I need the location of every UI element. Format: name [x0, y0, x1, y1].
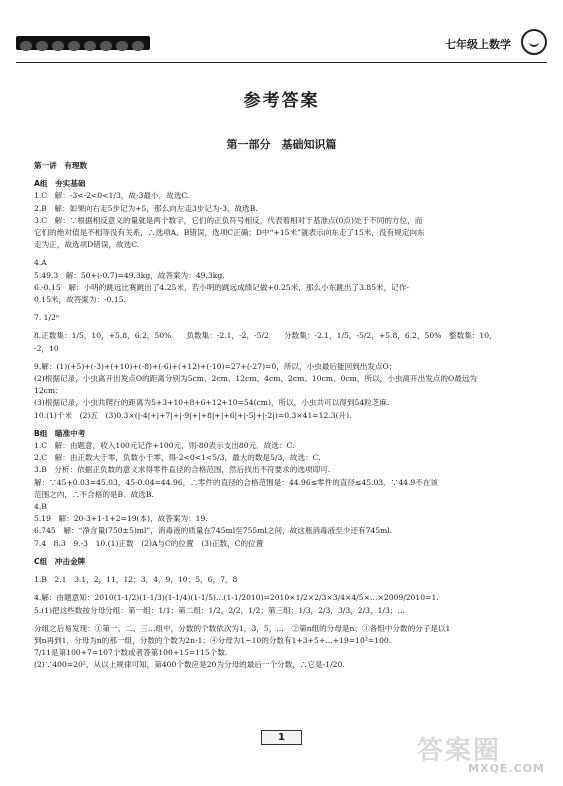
answer-line: 4.解：由题意知：2010(1-1/2)(1-1/3)(1-1/4)(1-1/5)…(1-1/2010)=2010×1/2×2/3×3/4×4/5×…×2009/2010=1. [34, 593, 439, 603]
section-heading: A组 夯实基础 [34, 179, 86, 189]
watermark-logo: 答案圈 [417, 736, 502, 766]
smile-logo-icon [521, 29, 547, 55]
answer-line: 9.解：(1)(+5)+(-3)+(+10)+(-8)+(-6)+(+12)+(-10)=27+(-27)=0，所以，小虫最后能回到出发点O； [34, 361, 397, 371]
page-number: 1 [261, 730, 302, 745]
page-title: 参考答案 [243, 91, 320, 111]
answer-line: 7.4 8.3 9.-3 10.(1)正数 (2)A与C的位置 (3)正数，C的位置 [34, 538, 264, 548]
answer-line: 2.B 解：如果向右走5步记为+5，那么向左走3步记为-3，故选B. [34, 203, 258, 213]
watermark [417, 730, 545, 774]
answer-line: 它们的绝对值是不相等没有关系，∴选项A、B错误，选项C正确；D中“+15米”就表示向东走了15米，没有规定向东 [34, 228, 425, 238]
answer-line: 5.49.3 解：50+(-0.7)=49.3kg，故答案为：49.3kg. [34, 270, 225, 280]
answer-line: 解：∵45+0.03=45.03，45-0.04=44.96，∴零件的直径的合格范围是：44.96≤零件的直径≤45.03．∵44.9不在该 [34, 477, 439, 487]
answer-line: 4.B [34, 502, 47, 512]
section-subtitle: 第一部分 基础知识篇 [226, 138, 337, 151]
answer-line: 8.正数集：1/5，10，+5.8，6.2，50% 负数集：-2.1，-2，-5/2 分数集：-2.1，1/5，-5/2，+5.8，6.2，50% 整数集：10， [34, 331, 497, 341]
header-rule [16, 62, 547, 63]
answer-line: 6.745 解：“净含量(750±5)ml”，消毒液的质量在745ml至755ml之间，故这瓶消毒液至少还有745ml. [34, 526, 393, 536]
answer-line: 2.C 解：由正数大于零，负数小于零，得-2<0<1<5/3，最大的数是5/3，故选：C. [34, 453, 321, 463]
answer-line: 走为正，故选项D错误，故选C. [34, 240, 140, 250]
header-title: 七年级上数学 [445, 38, 511, 51]
answer-line: (3)根据记录，小虫共爬行的距离为5+3+10+8+6+12+10=54(cm)，所以，小虫共可以得到54粒芝麻. [34, 398, 390, 408]
answer-line: 10.(1)千米 (2)五 (3)0.3×(|-4|+|+7|+|-9|+|+8|+|+6|+|-5|+|-2|)=0.3×41=12.3(升). [34, 410, 352, 420]
answer-line: 1.B 2.1 3.1，2，11，12；3，4，9，10；5，6，7，8 [34, 575, 238, 585]
answer-line: 4.A [34, 258, 47, 268]
answer-line: 范围之内，∴不合格的是B．故选B. [34, 489, 154, 499]
answer-line: 5.19 解：20-3+1-1+2=19(本)，故答案为：19. [34, 514, 208, 524]
answer-line: 1.C 解：-3<-2<0<1/3，故-3最小．故选C. [34, 191, 190, 201]
watermark-url: MXQE.COM [468, 762, 545, 775]
answer-line: 12cm； [34, 386, 63, 396]
answer-line: (2)∵400=20²，从以上规律可知，第400个数应是20为分母的最后一个分数，∴它是-1/20. [34, 660, 345, 670]
answer-line: 0.15米，故答案为：-0.15. [34, 295, 126, 305]
answer-line: 7/11是第100+7=107个数或者答第100+15=115个数. [34, 648, 228, 658]
answer-line: 6.-0.15 解：小明的跳远比赛跳出了4.25米，若小明的跳远成绩记做+0.25米，那么小东跳出了3.85米，记作- [34, 282, 409, 292]
series-logo-banner [16, 36, 150, 50]
answer-line: 7. 1/2ⁿ [34, 313, 60, 323]
answer-line: (2)根据记录，小虫离开出发点O的距离分别为5cm、2cm、12cm、4cm、2cm、10cm、0cm，所以，小虫离开出发点的O最远为 [34, 374, 478, 384]
answer-line: 3.C 解：∵根据相反意义的量就是两个数字，它们的正负符号相反，代表着相对于基准点(0点)处于不同的方位，而 [34, 215, 423, 225]
section-heading: 第一讲 有理数 [34, 161, 88, 170]
answer-line: 分组之后易发现：①第一、二、三…组中，分数的个数依次为1，3，5，… ②第n组的分母是n；③各组中分数的分子是以1 [34, 623, 451, 633]
answer-body [34, 160, 528, 672]
answer-line: 5.(1)把这些数按分母分组：第一组：1/1；第二组：1/2，2/2，1/2；第三组：1/3，2/3，3/3，2/3，1/3；… [34, 605, 405, 615]
answer-line: 3.B 分析：依据正负数的意义求得零件直径的合格范围，然后找出不符要求的选项即可. [34, 465, 331, 475]
answer-line: 到n再到1，分母为n的那一组，分数的个数为2n-1；④分母为1~10的分数有1+3+5+…+19=10²=100. [34, 635, 392, 645]
page-header [0, 26, 563, 60]
section-heading: C组 冲击金牌 [34, 556, 86, 566]
answer-line: -2，10 [34, 343, 59, 353]
answer-line: 1.C 解：由题意，收入100元记作+100元，则-80表示支出80元．故选：C. [34, 441, 295, 451]
section-heading: B组 瞄准中考 [34, 428, 86, 438]
